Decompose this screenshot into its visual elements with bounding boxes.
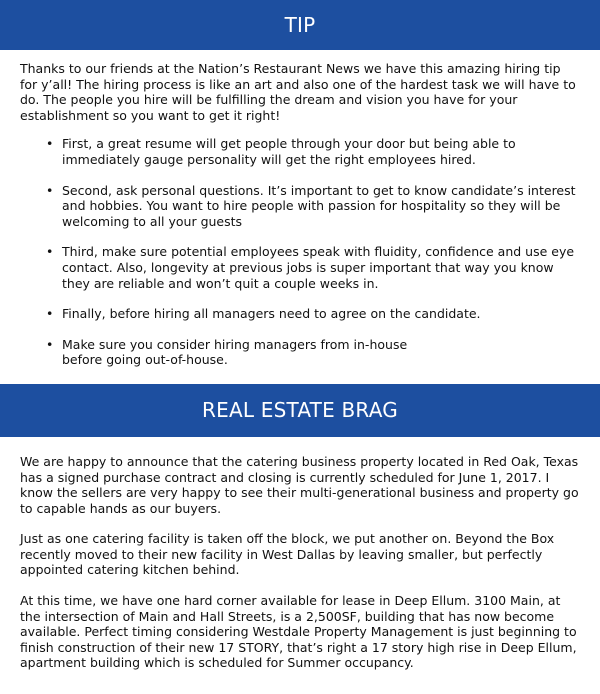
real-estate-paragraph: At this time, we have one hard corner available for lease in Deep Ellum. 3100 Main, at the intersection of Main and Hall Streets, is a 2,500SF, building that has now become available. Perfect timing considering Westdale Property Management is just beginning to finish construction of their new 17 STORY, that’s right a 17 story high rise in Deep Ellum, apartment building which is scheduled for Summer occupancy. [20, 593, 577, 671]
bullet-icon: • [46, 336, 54, 352]
tip-banner [0, 0, 600, 50]
real-estate-paragraph: We are happy to announce that the catering business property located in Red Oak, Texas has a signed purchase contract and closing is currently scheduled for June 1, 2017. I know the sellers are very happy to see their multi-generational business and property go to capable hands as our buyers. [20, 453, 579, 516]
list-item-text: Finally, before hiring all managers need to agree on the candidate. [62, 306, 481, 322]
tip-intro: Thanks to our friends at the Nation’s Restaurant News we have this amazing hiring tip for y’all! The hiring process is like an art and also one of the hardest task we will have to do. The people you hire will be fulfilling the dream and vision you have for your establishment so you want to get it right! [20, 61, 576, 123]
real-estate-paragraph: Just as one catering facility is taken off the block, we put another on. Beyond the Box recently moved to their new facility in West Dallas by leaving smaller, but perfectly appointed catering kitchen behind. [20, 531, 555, 578]
list-item [44, 244, 582, 291]
bullet-icon: • [46, 136, 54, 152]
bullet-icon: • [46, 306, 54, 322]
real-estate-section [0, 437, 600, 671]
tip-section [0, 50, 600, 368]
bullet-icon: • [46, 244, 54, 260]
tip-list [20, 136, 580, 368]
list-item-text: Third, make sure potential employees speak with fluidity, confidence and use eye contact. Also, longevity at previous jobs is super important that way you know they are reliable and won’t quit a couple weeks in. [62, 244, 575, 291]
list-item-text: First, a great resume will get people through your door but being able to immediately gauge personality will get the right employees hired. [62, 136, 516, 167]
tip-heading: TIP [284, 13, 316, 37]
list-item [44, 337, 442, 368]
list-item [44, 136, 554, 167]
list-item [44, 183, 582, 230]
bullet-icon: • [46, 182, 54, 198]
list-item [44, 306, 582, 322]
real-estate-heading: REAL ESTATE BRAG [202, 397, 398, 422]
real-estate-banner [0, 384, 600, 437]
list-item-text: Make sure you consider hiring managers from in-house before going out-of-house. [62, 336, 408, 368]
list-item-text: Second, ask personal questions. It’s important to get to know candidate’s interest and hobbies. You want to hire people with passion for hospitality so they will be welcoming to all your guests [62, 182, 576, 229]
